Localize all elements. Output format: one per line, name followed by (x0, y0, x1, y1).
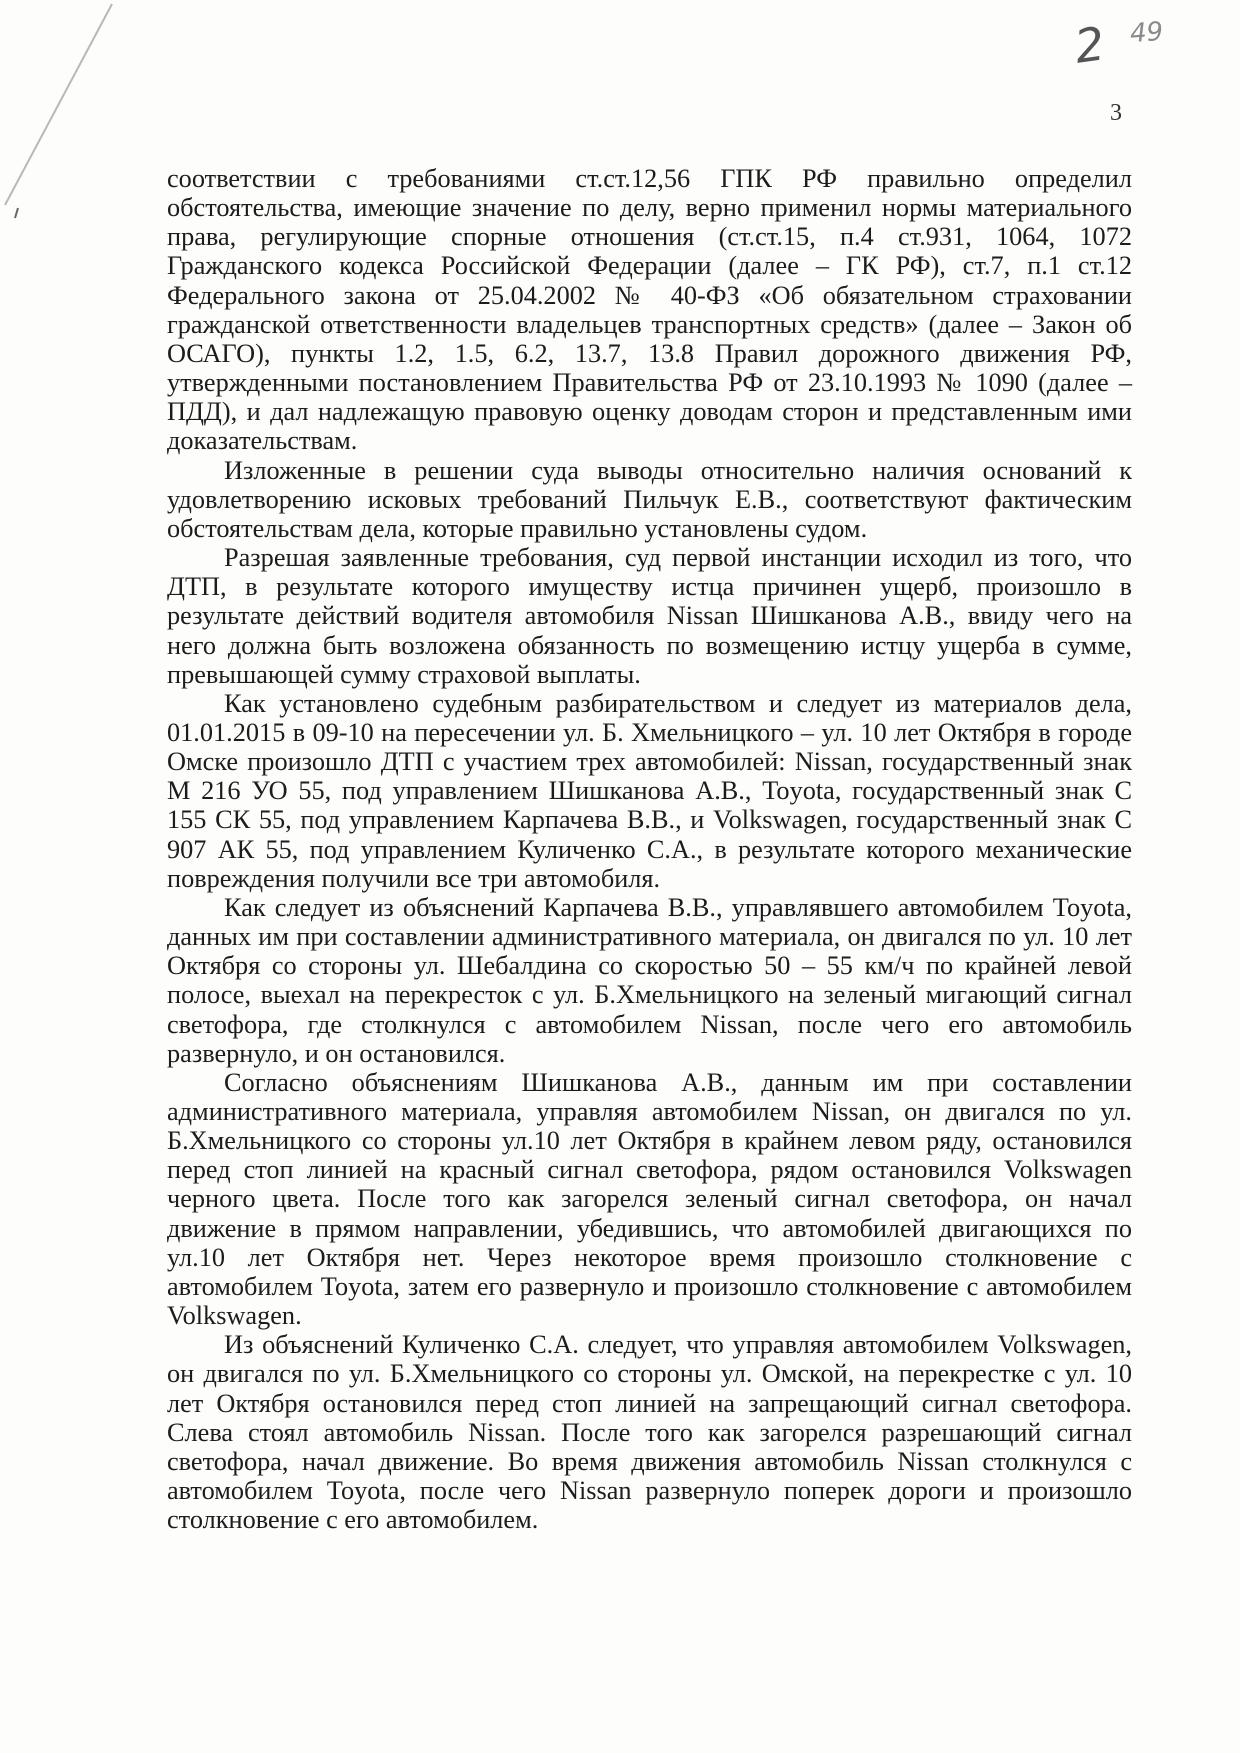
paragraph: Изложенные в решении суда выводы относительно наличия оснований к удовлетворению исковых требований Пильчук Е.В., соответствуют фактическим обстоятельствам дела, которые правильно установлены судом. (167, 455, 1132, 543)
paragraph: Как установлено судебным разбирательством и следует из материалов дела, 01.01.2015 в 09-10 на пересечении ул. Б. Хмельницкого – ул. 10 лет Октября в городе Омске произошло ДТП с участием трех автомобилей: Nissan, государственный знак М 216 УО 55, под управлением Шишканова А.В., Toyota, государственный знак С 155 СК 55, под управлением Карпачева В.В., и Volkswagen, государственный знак С 907 АК 55, под управлением Куличенко С.А., в результате которого механические повреждения получили все три автомобиля. (167, 688, 1132, 893)
paragraph: Как следует из объяснений Карпачева В.В., управлявшего автомобилем Toyota, данных им при составлении административного материала, он двигался по ул. 10 лет Октября со стороны ул. Шебалдина со скоростью 50 – 55 км/ч по крайней левой полосе, выехал на перекресток с ул. Б.Хмельницкого на зеленый мигающий сигнал светофора, где столкнулся с автомобилем Nissan, после чего его автомобиль развернуло, и он остановился. (167, 892, 1132, 1068)
handwritten-page-mark (1071, 16, 1165, 74)
paragraph: Из объяснений Куличенко С.А. следует, что управляя автомобилем Volkswagen, он двигался по ул. Б.Хмельницкого со стороны ул. Омской, на перекрестке с ул. 10 лет Октября остановился перед стоп линией на запрещающий сигнал светофора. Слева стоял автомобиль Nissan. После того как загорелся разрешающий сигнал светофора, начал движение. Во время движения автомобиль Nissan столкнулся с автомобилем Toyota, после чего Nissan развернуло поперек дороги и произошло столкновение с его автомобилем. (167, 1330, 1132, 1535)
paragraph: соответствии с требованиями ст.ст.12,56 ГПК РФ правильно определил обстоятельства, имеющие значение по делу, верно применил нормы материального права, регулирующие спорные отношения (ст.ст.15, п.4 ст.931, 1064, 1072 Гражданского кодекса Российской Федерации (далее – ГК РФ), ст.7, п.1 ст.12 Федерального закона от 25.04.2002 № 40-ФЗ «Об обязательном страховании гражданской ответственности владельцев транспортных средств» (далее – Закон об ОСАГО), пункты 1.2, 1.5, 6.2, 13.7, 13.8 Правил дорожного движения РФ, утвержденными постановлением Правительства РФ от 23.10.1993 № 1090 (далее – ПДД), и дал надлежащую правовую оценку доводам сторон и представленным ими доказательствам. (167, 164, 1132, 456)
page-number: 3 (1110, 100, 1122, 126)
handwritten-number: 2 (1071, 16, 1108, 74)
handwritten-sheet-number: 49 (1129, 16, 1165, 50)
document-body (167, 164, 1132, 1534)
paragraph: Разрешая заявленные требования, суд первой инстанции исходил из того, что ДТП, в результате которого имуществу истца причинен ущерб, произошло в результате действий водителя автомобиля Nissan Шишканова А.В., ввиду чего на него должна быть возложена обязанность по возмещению истцу ущерба в сумме, превышающей сумму страховой выплаты. (167, 543, 1132, 689)
paragraph: Согласно объяснениям Шишканова А.В., данным им при составлении административного материала, управляя автомобилем Nissan, он двигался по ул. Б.Хмельницкого со стороны ул.10 лет Октября в крайнем левом ряду, остановился перед стоп линией на красный сигнал светофора, рядом остановился Volkswagen черного цвета. После того как загорелся зеленый сигнал светофора, он начал движение в прямом направлении, убедившись, что автомобилей двигающихся по ул.10 лет Октября нет. Через некоторое время произошло столкновение с автомобилем Toyota, затем его развернуло и произошло столкновение с автомобилем Volkswagen. (167, 1067, 1132, 1331)
scan-edge-mark (0, 0, 130, 220)
